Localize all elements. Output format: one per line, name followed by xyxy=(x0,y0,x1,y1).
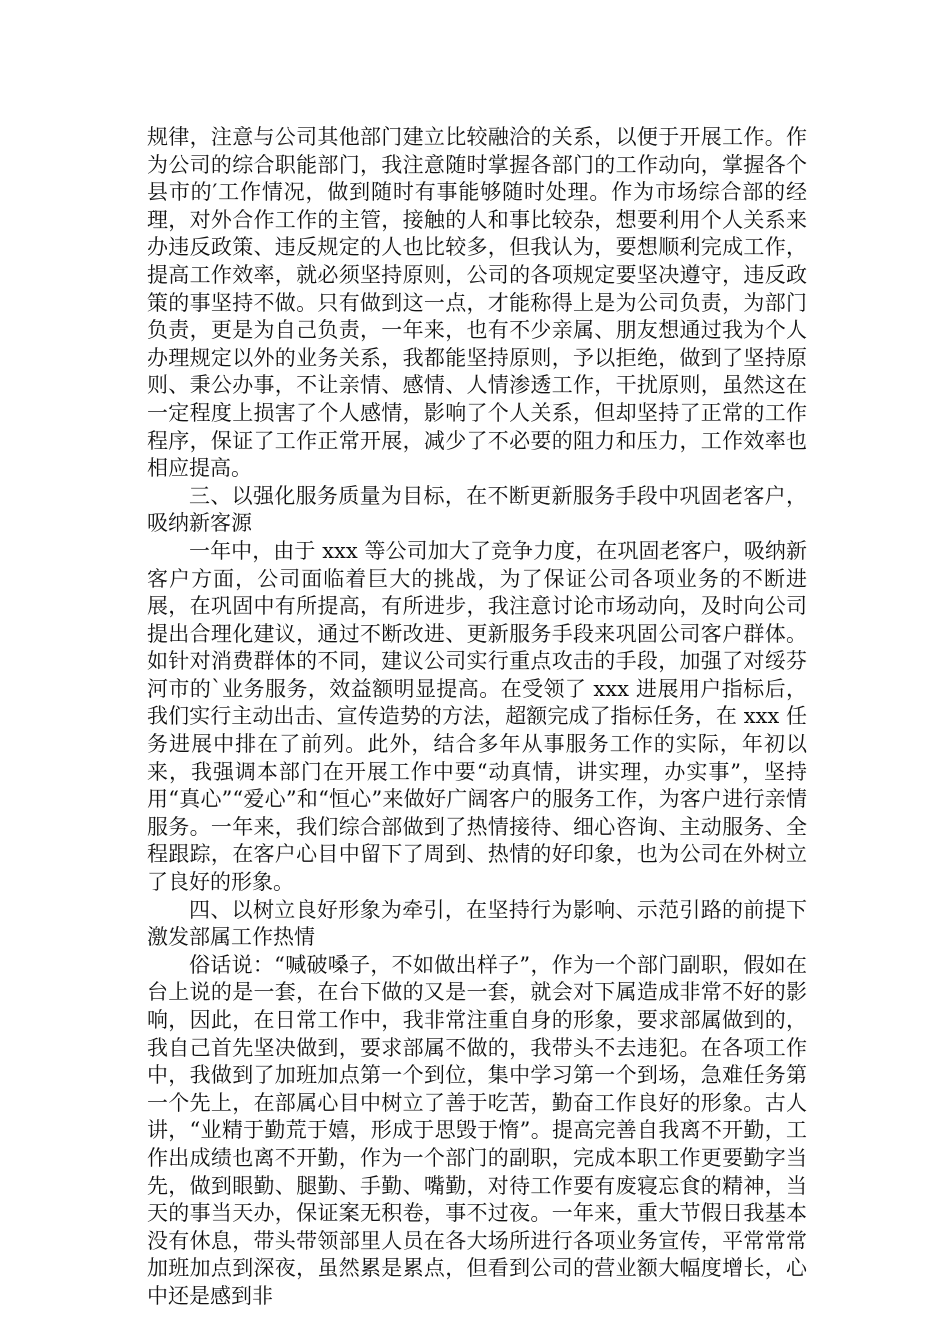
paragraph-3: 俗话说：“喊破嗓子，不如做出样子”，作为一个部门副职，假如在台上说的是一套，在台下做的又是一套，就会对下属造成非常不好的影响，因此，在日常工作中，我非常注重自身的形象，要求部属做到的，我自己首先坚决做到，要求部属不做的，我带头不去违犯。在各项工作中，我做到了加班加点第一个到位，集中学习第一个到场，急难任务第一个先上，在部属心目中树立了善于吃苦，勤奋工作良好的形象。古人讲，“业精于勤荒于嬉，形成于思毁于惰”。提高完善自我离不开勤，工作出成绩也离不开勤，作为一个部门的副职，完成本职工作更要勤字当先，做到眼勤、腿勤、手勤、嘴勤，对待工作要有废寝忘食的精神，当天的事当天办，保证案无积卷，事不过夜。一年来，重大节假日我基本没有休息，带头带领部里人员在各大场所进行各项业务宣传，平常常常加班加点到深夜，虽然累是累点，但看到公司的营业额大幅度增长，心中还是感到非 xyxy=(147,952,807,1308)
document-page xyxy=(147,124,807,1311)
section-heading-4: 四、以树立良好形象为牵引，在坚持行为影响、示范引路的前提下激发部属工作热情 xyxy=(147,897,807,950)
section-heading-3: 三、以强化服务质量为目标，在不断更新服务手段中巩固老客户，吸纳新客源 xyxy=(147,483,807,536)
paragraph-1: 规律，注意与公司其他部门建立比较融洽的关系，以便于开展工作。作为公司的综合职能部门，我注意随时掌握各部门的工作动向，掌握各个县市的′工作情况，做到随时有事能够随时处理。作为市场综合部的经理，对外合作工作的主管，接触的人和事比较杂，想要利用个人关系来办违反政策、违反规定的人也比较多，但我认为，要想顺利完成工作，提高工作效率，就必须坚持原则，公司的各项规定要坚决遵守，违反政策的事坚持不做。只有做到这一点，才能称得上是为公司负责，为部门负责，更是为自己负责，一年来，也有不少亲属、朋友想通过我为个人办理规定以外的业务关系，我都能坚持原则，予以拒绝，做到了坚持原则、秉公办事，不让亲情、感情、人情渗透工作，干扰原则，虽然这在一定程度上损害了个人感情，影响了个人关系，但却坚持了正常的工作程序，保证了工作正常开展，减少了不必要的阻力和压力，工作效率也相应提高。 xyxy=(147,125,807,481)
paragraph-2: 一年中，由于 xxx 等公司加大了竞争力度，在巩固老客户，吸纳新客户方面，公司面临着巨大的挑战，为了保证公司各项业务的不断进展，在巩固中有所提高，有所进步，我注意讨论市场动向，及时向公司提出合理化建议，通过不断改进、更新服务手段来巩固公司客户群体。如针对消费群体的不同，建议公司实行重点攻击的手段，加强了对绥芬河市的`业务服务，效益额明显提高。在受领了 xxx 进展用户指标后，我们实行主动出击、宣传造势的方法，超额完成了指标任务，在 xxx 任务进展中排在了前列。此外，结合多年从事服务工作的实际，年初以来，我强调本部门在开展工作中要“动真情，讲实理，办实事”，坚持用“真心”“爱心”和“恒心”来做好广阔客户的服务工作，为客户进行亲情服务。一年来，我们综合部做到了热情接待、细心咨询、主动服务、全程跟踪，在客户心目中留下了周到、热情的好印象，也为公司在外树立了良好的形象。 xyxy=(147,538,807,895)
